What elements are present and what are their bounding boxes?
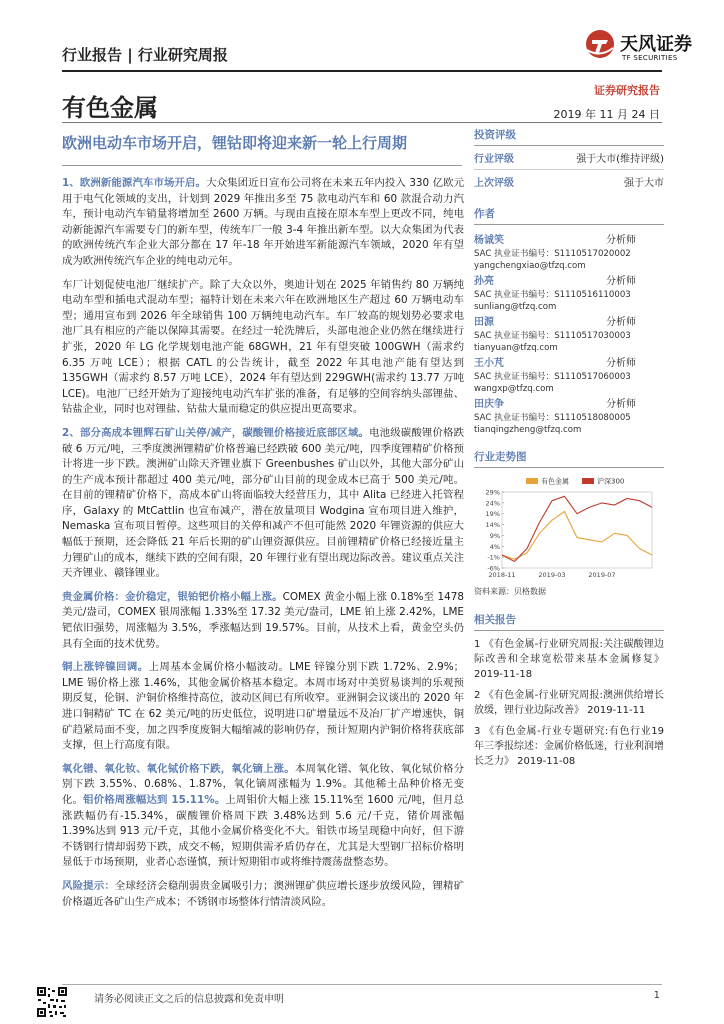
x-tick-label: 2019-03 <box>538 571 566 579</box>
related-report-item[interactable]: 1 《有色金属-行业研究周报:关注碳酸锂边际改善和全球宽松带来基本金属修复》 2019-11-18 <box>474 639 664 680</box>
paragraph <box>62 278 464 418</box>
paragraph <box>62 660 464 754</box>
paragraph-lead: 氧化镨、氧化钕、氧化铽价格下跌，氧化镝上涨。 <box>62 762 295 775</box>
related-report-item[interactable]: 2 《有色金属-行业研究周报:澳洲供给增长放缓，锂行业边际改善》 2019-11-11 <box>474 690 664 716</box>
y-tick-label: -1% <box>487 553 500 562</box>
tf-logo-icon <box>584 28 616 60</box>
analyst-license: SAC 执业证书编号：S1110517060003 <box>474 372 631 382</box>
industry-rating-label: 行业评级 <box>474 154 514 165</box>
y-tick-label: 24% <box>485 499 500 508</box>
analyst-email[interactable]: tianyuan@tfzq.com <box>474 343 558 353</box>
trend-chart-title: 行业走势图 <box>474 446 664 468</box>
analyst-role: 分析师 <box>606 399 636 410</box>
footer-disclaimer: 请务必阅读正文之后的信息披露和免责申明 <box>94 994 284 1005</box>
paragraph <box>62 762 464 871</box>
paragraph-lead: 风险提示： <box>62 879 115 892</box>
paragraph-lead: 贵金属价格：金价稳定，银铂钯价格小幅上涨。 <box>62 590 283 603</box>
analyst-email[interactable]: wangxp@tfzq.com <box>474 384 554 394</box>
page-number: 1 <box>653 990 660 1001</box>
page-title: 有色金属 <box>62 94 158 122</box>
y-tick-label: 9% <box>489 531 500 540</box>
related-reports-title: 相关报告 <box>474 609 664 631</box>
analyst-entry <box>474 315 664 354</box>
report-type: 证券研究报告 <box>594 84 660 97</box>
industry-rating-value: 强于大市(维持评级) <box>576 154 664 165</box>
chart-frame <box>502 492 652 568</box>
company-logo <box>584 26 692 70</box>
analyst-email[interactable]: yangchengxiao@tfzq.com <box>474 261 586 271</box>
y-tick-label: 14% <box>485 521 500 530</box>
y-tick-label: 29% <box>485 488 500 497</box>
previous-rating-row <box>474 170 664 193</box>
paragraph-text: COMEX 黄金小幅上涨 0.18%至 1478 美元/盎司，COMEX 银周涨幅 1.33%至 17.32 美元/盎司，LME 铂上涨 2.42%，LME 钯依旧强势，周涨幅为 3.5%，季涨幅达到 19.57%。目前，从技术上看，黄金空头仍具有全面的技术优势。 <box>62 590 464 650</box>
paragraph <box>62 176 464 270</box>
analyst-license: SAC 执业证书编号：S1110516110003 <box>474 290 631 300</box>
analyst-role: 分析师 <box>606 317 636 328</box>
analyst-entry <box>474 274 664 313</box>
legend-swatch <box>582 478 594 484</box>
legend-swatch <box>526 478 538 484</box>
industry-rating-row <box>474 146 664 170</box>
analyst-name: 王小芃 <box>474 358 504 369</box>
paragraph-lead: 2、部分高成本锂辉石矿山关停/减产，碳酸锂价格接近底部区域。 <box>62 426 370 439</box>
header-rule <box>62 70 662 72</box>
trend-chart-svg <box>474 474 664 584</box>
paragraph <box>62 590 464 652</box>
trend-chart <box>474 474 664 584</box>
rating-title: 投资评级 <box>474 124 664 146</box>
paragraph-text: 大众集团近日宣布公司将在未来五年内投入 330 亿欧元用于电气化领域的支出，计划到 2029 年推出多至 75 款电动汽车和 60 款混合动力汽车，预计电动汽车销量将增加至 2600 万辆。与现由直接在原本车型上更改不同，纯电动新能源汽车需要专门的新车型，传统车厂一般 3-4 年推出新车型。以大众集团为代表的欧洲传统汽车企业大部分都在 17 年-18 年开始进军新能源汽车领域，2020 年有望成为欧洲传统汽车企业的纯电动元年。 <box>62 177 465 267</box>
related-report-item[interactable]: 3 《有色金属-行业专题研究:有色行业19 年三季报综述：金属价格低迷，行业利润增长乏力》 2019-11-08 <box>474 726 664 767</box>
authors-title: 作者 <box>474 203 664 225</box>
x-tick-label: 2019-07 <box>588 571 616 579</box>
y-tick-label: 19% <box>485 510 500 519</box>
title-rule <box>62 122 662 123</box>
subtitle-rule <box>62 165 462 166</box>
analyst-email[interactable]: sunliang@tfzq.com <box>474 302 557 312</box>
sidebar <box>474 124 664 769</box>
paragraph-text: 电池级碳酸锂价格跌破 6 万元/吨，三季度澳洲锂精矿价格普遍已经跌破 600 美元/吨，四季度锂精矿价格预计将进一步下跌。澳洲矿山除天齐锂业旗下 Greenbushes 矿山以外，其他大部分矿山的生产成本预计都超过 400 美元/吨，部分矿山目前的现金成本已高于 500 美元/吨。在目前的锂精矿价格下，高成本矿山将面临较大经营压力，其中 Alita 已经进入托管程序，Galaxy 的 MtCattlin 也宣布减产，潜在放量项目 Wodgina 宣布项目进入维护，Nemaska 宣布项目暂停。这些项目的关停和减产不但可能然 2020 年锂资源的供应大幅低于预期，还会降低 21 年后长期的矿山锂资源供应。目前锂精矿价格已经接近量主力锂矿山的成本，继续下跌的空间有限，20 年锂行业有望出现边际改善。建议重点关注天齐锂业、赣锋锂业。 <box>62 426 464 580</box>
analyst-email[interactable]: tianqingzheng@tfzq.com <box>474 425 582 435</box>
analyst-entry <box>474 397 664 436</box>
paragraph-lead: 1、欧洲新能源汽车市场开启。 <box>62 177 207 189</box>
previous-rating-label: 上次评级 <box>474 178 514 189</box>
logo-text-cn: 天风证券 <box>620 34 692 55</box>
chart-source: 资料来源：贝格数据 <box>474 587 546 596</box>
paragraph-text: 车厂计划促使电池厂继续扩产。除了大众以外，奥迪计划在 2025 年销售约 80 万辆纯电动车型和插电式混动车型；福特计划在未来六年在欧洲地区生产超过 60 万辆电动车型；通用宣布到 2026 年全球销售 100 万辆纯电动汽车。车厂较高的规划势必要求电池厂具有相应的产能以保障其需要。在经过一轮洗牌后，头部电池企业仍然在继续进行扩张，2020 年 LG 化学规划电池产能 68GWH，21 年有望突破 100GWH（需求约 6.35 万吨 LCE）；根据 CATL 的公告统计，截至 2022 年其电池产能有望达到 135GWH（需求约 8.57 万吨 LCE），2024 年有望达到 229GWH(需求约 13.77 万吨 LCE)。电池厂已经开始为了迎接纯电动汽车扩张的准备，有足够的空间容纳头部锂盐、钴盐企业，同时也对锂盐、钴盐大量而稳定的供应提出更高要求。 <box>62 278 464 416</box>
x-tick-label: 2018-11 <box>488 571 516 579</box>
analyst-entry <box>474 356 664 395</box>
paragraph-text: 上周基本金属价格小幅波动。LME 锌镍分别下跌 1.72%、2.9%；LME 锡价格上涨 1.46%，其他金属价格基本稳定。本周市场对中美贸易谈判的乐观预期反复，伦铜、沪铜价格维持高位，波动区间已有所收窄。亚洲铜会议谈出的 2020 年进口铜精矿 TC 在 62 美元/吨的历史低位，说明进口矿增量远不及冶厂扩产增速快，铜矿趋紧局面不变，加之四季度废铜大幅缩减的影响仍存，预计短期内沪铜价格将获底部支撑，但上行高度有限。 <box>62 661 464 752</box>
analyst-license: SAC 执业证书编号：S1110518080005 <box>474 413 631 423</box>
analyst-name: 孙亮 <box>474 276 494 287</box>
analyst-role: 分析师 <box>606 276 636 287</box>
paragraph-text: 上周钼价大幅上涨 15.11%至 1600 元/吨，但月总涨跌幅仍有-15.34%，碳酸锂价格周下跌 3.48%达到 5.6 元/千克，锗价周涨幅 1.39%达到 913 元/千克，其他小金属价格变化不大。钼铁市场呈现稳中向好，但下游不锈钢行情却弱势下跌，成交不畅，短期供需矛盾仍存在，尤其是大型钢厂招标价格明显低于市场预期，业者心态谨慎，预计短期钼市或将维持震荡盘整态势。 <box>62 793 464 869</box>
report-category: 行业报告 | 行业研究周报 <box>62 46 228 64</box>
main-content <box>62 176 464 918</box>
paragraph-text: 本周氧化镨、氧化钕、氧化铽价格分别下跌 3.55%、0.68%、1.87%，氧化镝周涨幅为 1.9%。其他稀土品种价格无变化。 <box>62 762 465 806</box>
report-date: 2019 年 11 月 24 日 <box>553 108 660 121</box>
paragraph-text: 全球经济会稳削弱贵金属吸引力；澳洲锂矿供应增长逐步放缓风险，锂精矿价格逼近各矿山生产成本；不锈钢市场整体行情清淡风险。 <box>62 879 464 908</box>
paragraph <box>62 426 464 582</box>
analyst-entry <box>474 233 664 272</box>
previous-rating-value: 强于大市 <box>624 178 664 189</box>
paragraph <box>62 879 464 910</box>
paragraph-lead: 钼价格周涨幅达到 15.11%。 <box>83 793 226 806</box>
report-subtitle: 欧洲电动车市场开启，锂钴即将迎来新一轮上行周期 <box>62 134 408 152</box>
analyst-name: 田源 <box>474 317 494 328</box>
analyst-role: 分析师 <box>606 358 636 369</box>
analyst-name: 杨诚笑 <box>474 235 504 246</box>
analyst-list <box>474 225 664 436</box>
logo-text-en: TF SECURITIES <box>622 54 678 62</box>
analyst-license: SAC 执业证书编号：S1110517030003 <box>474 331 631 341</box>
legend-label: 沪深300 <box>597 477 625 486</box>
paragraph-lead: 铜上涨锌镍回调。 <box>62 661 149 674</box>
analyst-name: 田庆争 <box>474 399 504 410</box>
y-tick-label: -6% <box>487 564 500 573</box>
footer-rule <box>62 984 662 985</box>
qr-code-icon <box>36 986 68 1018</box>
series-line-csi300 <box>502 496 652 561</box>
analyst-role: 分析师 <box>606 235 636 246</box>
series-line-nonferrous <box>502 512 652 560</box>
legend-label: 有色金属 <box>541 477 569 486</box>
analyst-license: SAC 执业证书编号：S1110517020002 <box>474 249 631 259</box>
y-tick-label: 4% <box>489 542 500 551</box>
